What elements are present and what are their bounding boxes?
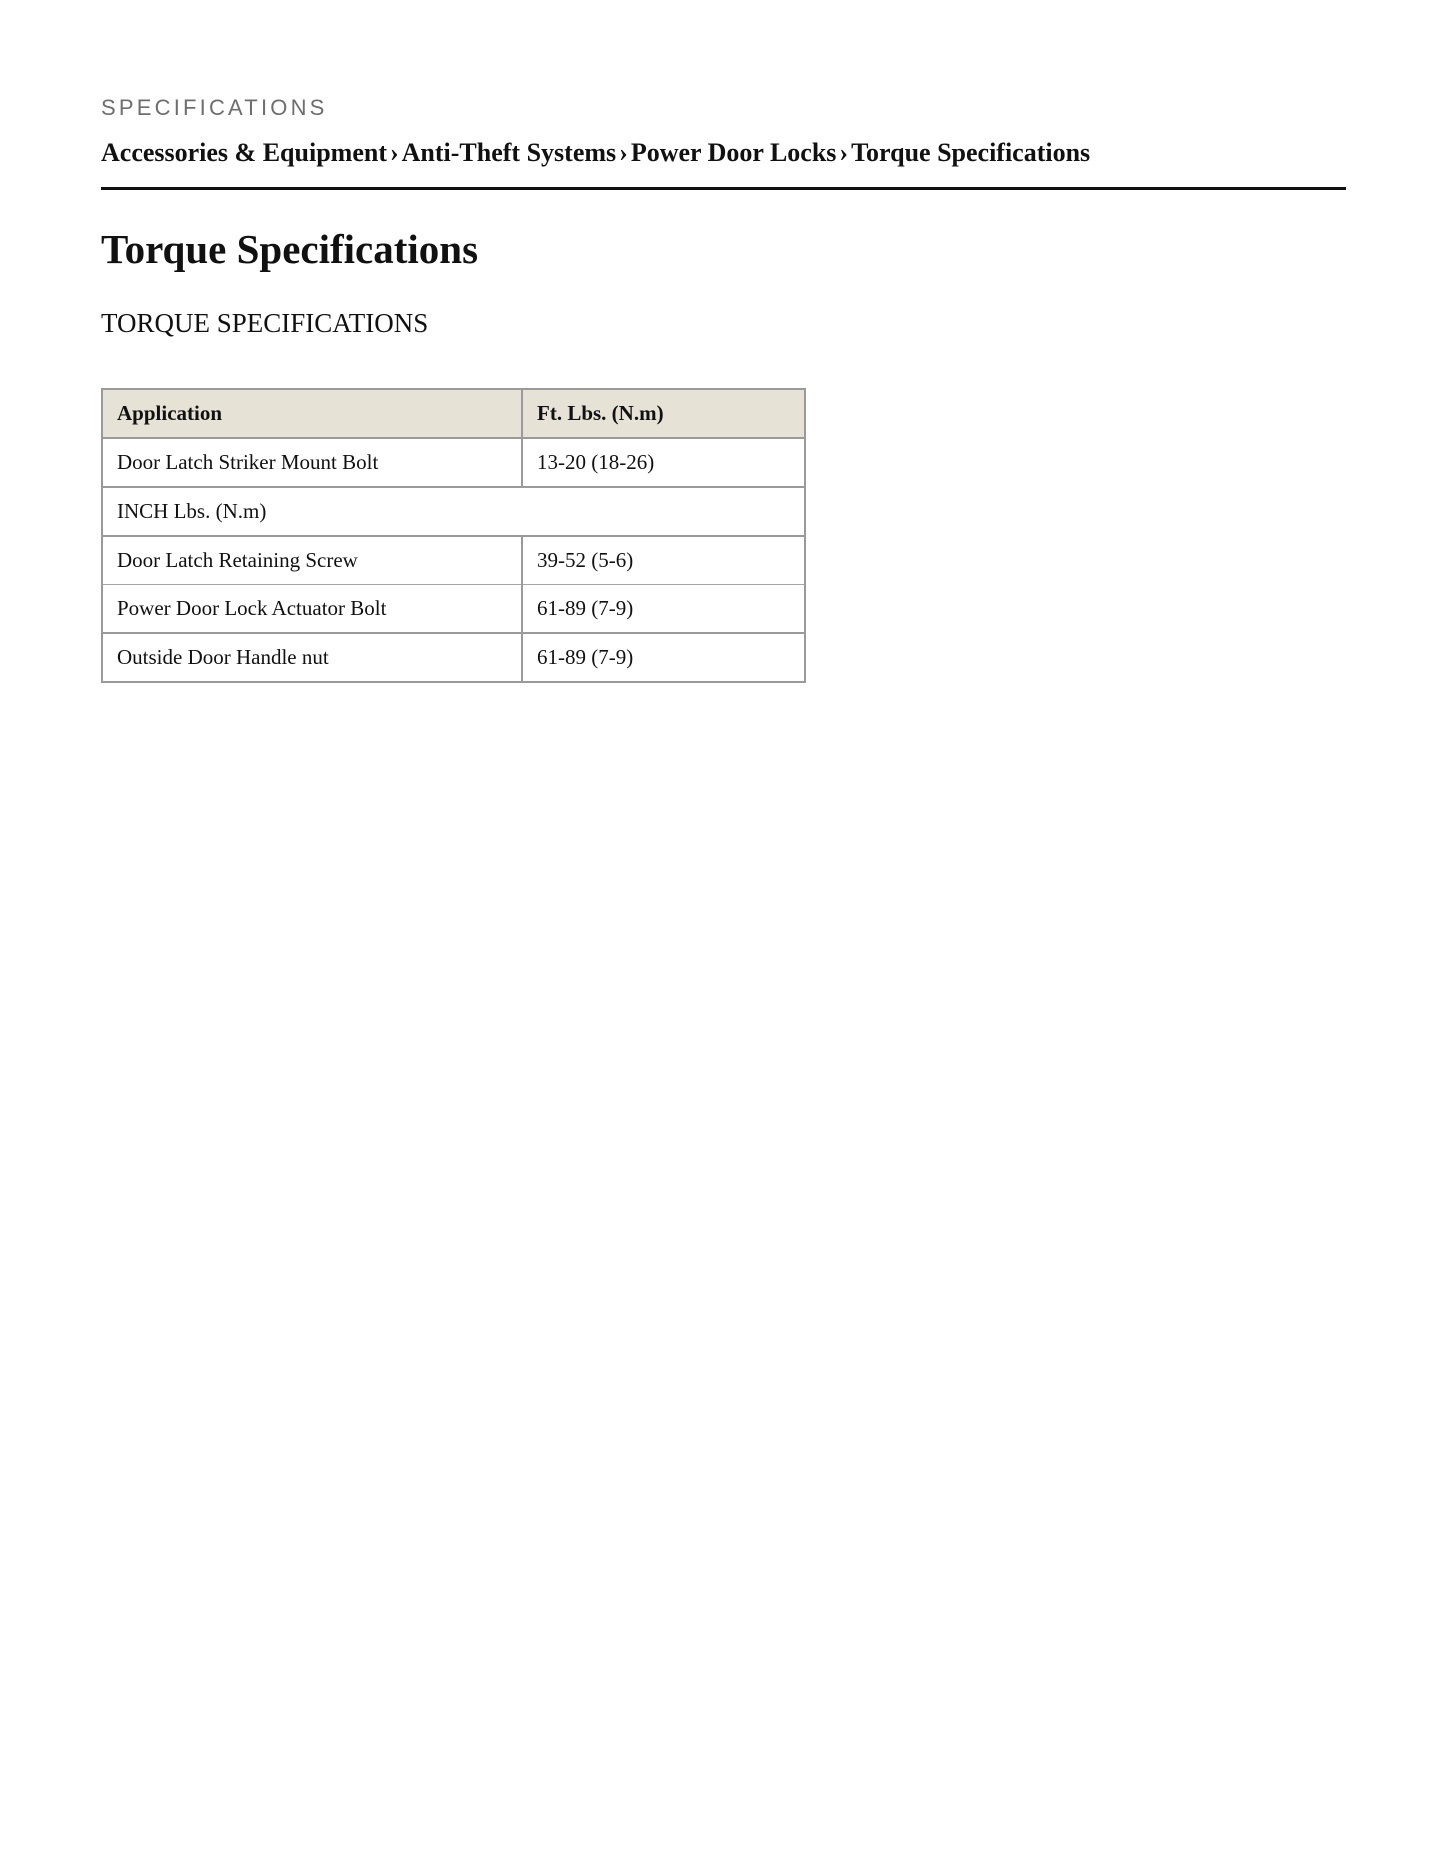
breadcrumb-separator: › — [389, 138, 399, 167]
table-row — [102, 585, 805, 634]
group-label-cell: INCH Lbs. (N.m) — [102, 487, 805, 536]
breadcrumb-separator: › — [839, 138, 849, 167]
breadcrumb-separator: › — [619, 138, 628, 167]
application-cell: Door Latch Retaining Screw — [102, 536, 522, 585]
value-cell: 61-89 (7-9) — [522, 585, 805, 634]
breadcrumb-item-power-door-locks[interactable]: Power Door Locks — [630, 138, 837, 167]
table-group-row — [102, 487, 805, 536]
header-divider — [101, 187, 1346, 190]
application-cell: Door Latch Striker Mount Bolt — [102, 438, 522, 487]
table-row — [102, 438, 805, 487]
page-title: Torque Specifications — [101, 226, 479, 272]
column-header-application: Application — [102, 389, 522, 438]
table-header-row — [102, 389, 805, 438]
section-label: SPECIFICATIONS — [101, 95, 328, 120]
application-cell: Power Door Lock Actuator Bolt — [102, 585, 522, 634]
column-header-value: Ft. Lbs. (N.m) — [522, 389, 805, 438]
application-cell: Outside Door Handle nut — [102, 633, 522, 682]
value-cell: 39-52 (5-6) — [522, 536, 805, 585]
breadcrumb-item-accessories[interactable]: Accessories & Equipment — [101, 138, 387, 167]
table-row — [102, 633, 805, 682]
table-row — [102, 536, 805, 585]
value-cell: 13-20 (18-26) — [522, 438, 805, 487]
torque-table — [101, 388, 806, 683]
breadcrumb — [101, 138, 1090, 168]
breadcrumb-item-anti-theft[interactable]: Anti-Theft Systems — [401, 138, 617, 167]
breadcrumb-item-torque-specifications: Torque Specifications — [851, 138, 1091, 167]
value-cell: 61-89 (7-9) — [522, 633, 805, 682]
table-heading: TORQUE SPECIFICATIONS — [101, 308, 429, 338]
